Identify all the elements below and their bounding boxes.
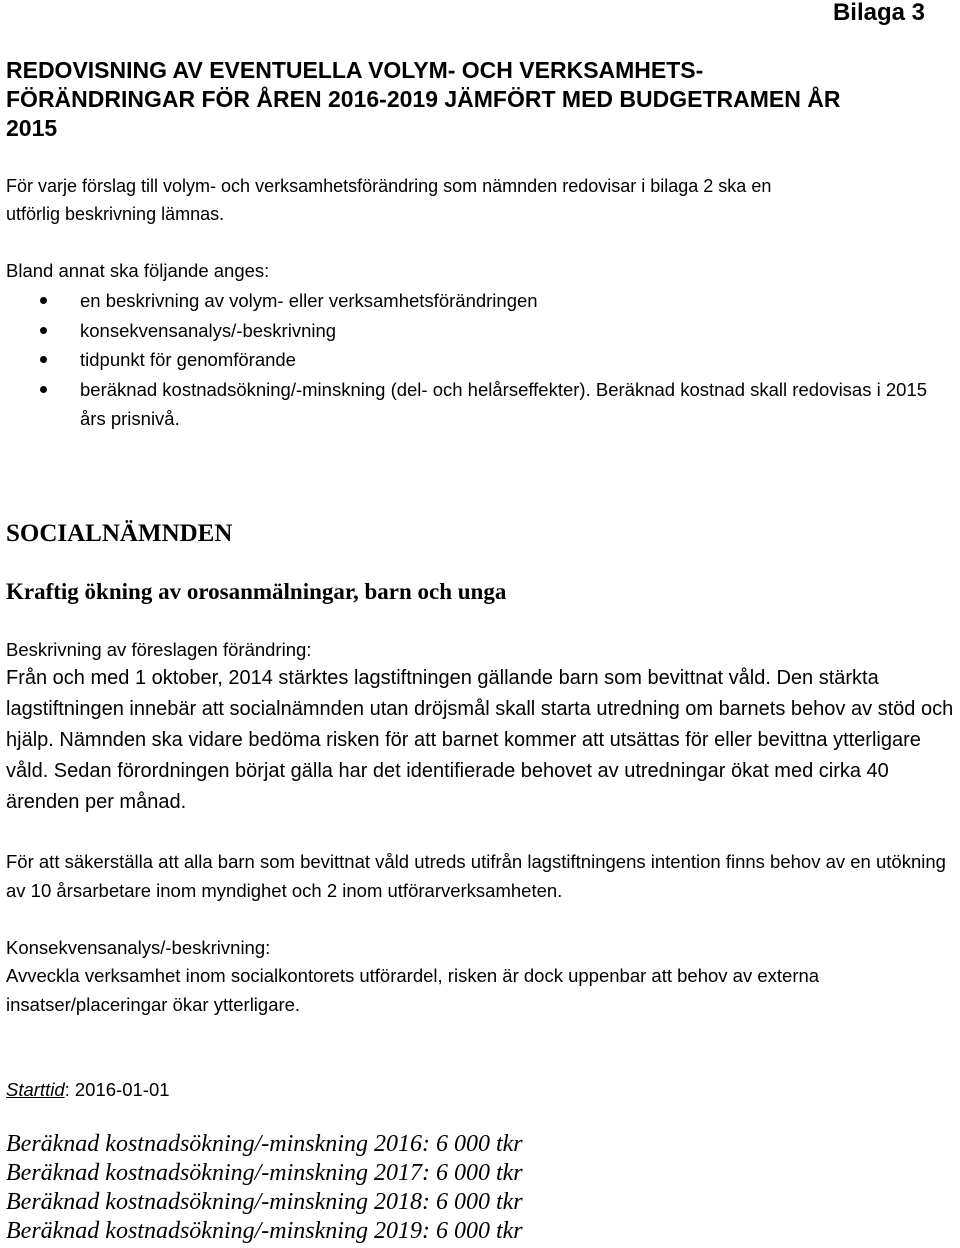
consequence-paragraph: Avveckla verksamhet inom socialkontorets utförardel, risken är dock uppenbar att behov av externa insatser/placeringar ökar ytterligare. [6,965,820,1015]
cost-list [6,1130,523,1246]
intro-paragraph [6,172,936,228]
requirements-lead: Bland annat ska följande anges: [6,260,270,281]
bullet-icon [40,297,47,304]
start-date [6,1075,170,1105]
description-paragraph-2: För att säkerställa att alla barn som bevittnat våld utreds utifrån lagstiftningens intention finns behov av en utökning av 10 årsarbetare inom myndighet och 2 inom utförarverksamheten. [6,851,946,901]
title-line-1: REDOVISNING AV EVENTUELLA VOLYM- OCH VERKSAMHETS- [6,57,704,83]
section-heading: SOCIALNÄMNDEN [6,520,233,547]
bullet-icon [40,356,47,363]
description-paragraph: Från och med 1 oktober, 2014 stärktes lagstiftningen gällande barn som bevittnat våld. Den stärkta lagstiftningen innebär att socialnämnden utan dröjsmål skall starta utredning om barnets behov av stöd och hjälp. Nämnden ska vidare bedöma risken för att barnet kommer att utsättas för eller bevittna ytterligare våld. Sedan förordningen börjat gälla har det identifierade behovet av utredningar ökat med cirka 40 ärenden per månad. [6,667,954,813]
intro-line-2: utförlig beskrivning lämnas. [6,204,225,224]
list-item-text: konsekvensanalys/-beskrivning [80,319,337,341]
list-item [0,375,930,434]
description-label: Beskrivning av föreslagen förändring: [6,639,312,660]
consequence-label: Konsekvensanalys/-beskrivning: [6,937,271,958]
cost-line: Beräknad kostnadsökning/-minskning 2019: 6 000 tkr [6,1218,523,1244]
document-title [6,56,946,143]
list-item-text: en beskrivning av volym- eller verksamhetsförändringen [80,290,538,311]
intro-line-1: För varje förslag till volym- och verksamhetsförändring som nämnden redovisar i bilaga 2 ska en [6,176,772,196]
title-line-2: FÖRÄNDRINGAR FÖR ÅREN 2016-2019 JÄMFÖRT MED BUDGETRAMEN ÅR [6,86,841,112]
list-item [0,286,930,316]
proposal-title: Kraftig ökning av orosanmälningar, barn och unga [6,579,507,604]
appendix-label: Bilaga 3 [832,0,925,26]
bullet-icon [40,386,47,393]
bullet-icon [40,327,47,334]
requirements-list [0,286,960,434]
list-item-text: tidpunkt för genomförande [80,349,296,370]
start-date-label: Starttid [6,1079,65,1100]
cost-line: Beräknad kostnadsökning/-minskning 2017: 6 000 tkr [6,1160,523,1186]
start-date-value: : 2016-01-01 [64,1079,170,1100]
title-line-3: 2015 [6,115,58,141]
cost-line: Beräknad kostnadsökning/-minskning 2016: 6 000 tkr [6,1131,523,1157]
list-item [0,345,930,375]
list-item [0,316,930,346]
list-item-text: beräknad kostnadsökning/-minskning (del- och helårseffekter). Beräknad kostnad skall redovisas i 2015 års prisnivå. [80,378,928,429]
cost-line: Beräknad kostnadsökning/-minskning 2018: 6 000 tkr [6,1189,523,1215]
